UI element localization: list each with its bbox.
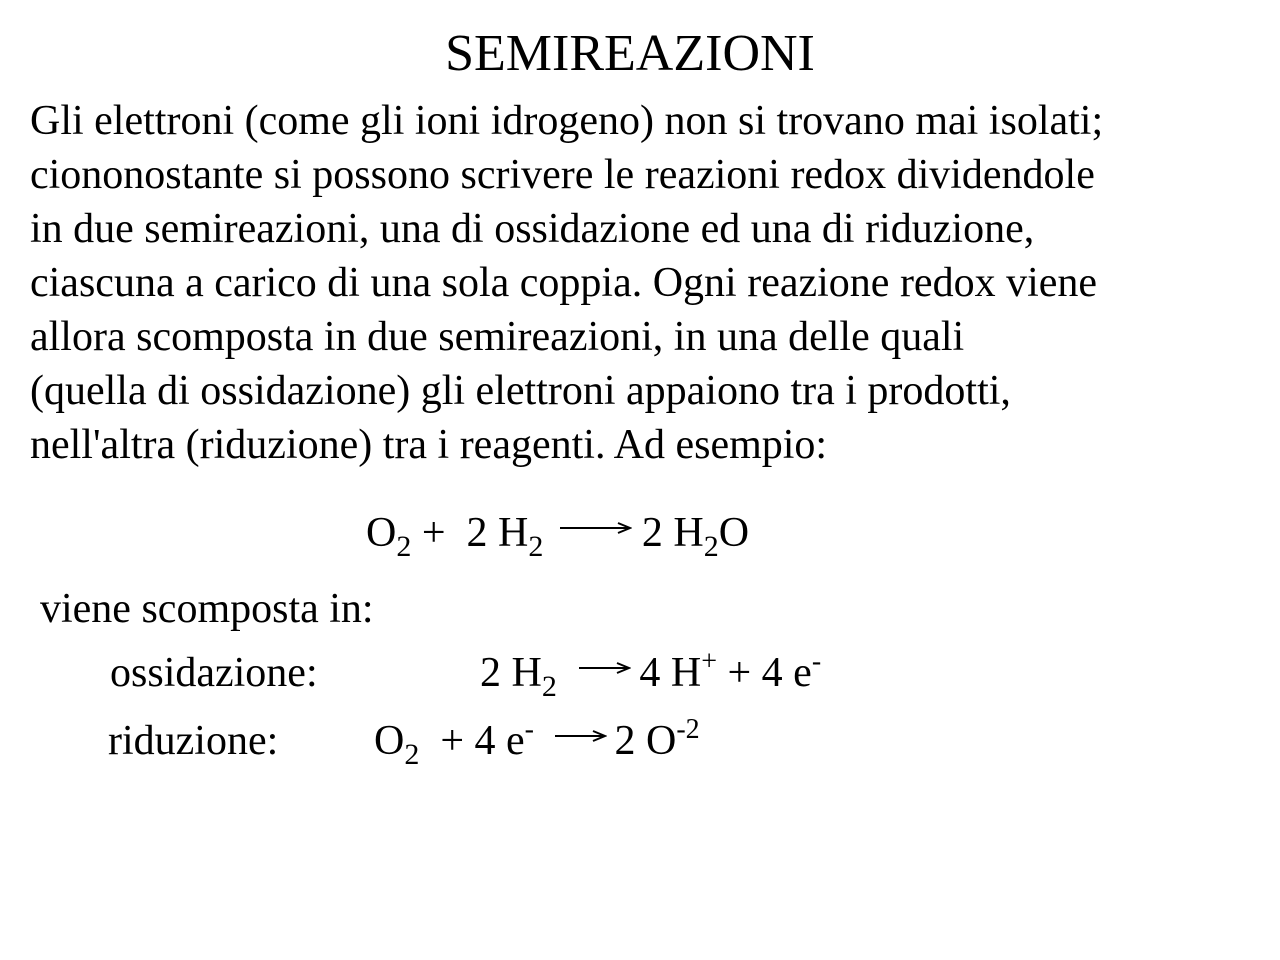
oxygen-subscript: 2 bbox=[396, 530, 412, 563]
reduction-electrons: + 4 e bbox=[419, 718, 525, 764]
water-subscript: 2 bbox=[703, 530, 719, 563]
reduction-label: riduzione: bbox=[108, 718, 279, 764]
water-coefficient: 2 H bbox=[641, 510, 704, 556]
reduction-product-superscript: -2 bbox=[676, 714, 700, 745]
decomposition-intro: viene scomposta in: bbox=[40, 586, 374, 632]
reaction-arrow-icon bbox=[579, 637, 631, 687]
oxidation-reactant: 2 H bbox=[480, 650, 542, 696]
oxidation-product-superscript: + bbox=[701, 646, 717, 677]
oxidation-electrons: + 4 e bbox=[716, 650, 812, 696]
main-equation bbox=[366, 508, 749, 562]
hydrogen-subscript: 2 bbox=[528, 530, 544, 563]
water-oxygen: O bbox=[718, 510, 750, 556]
oxidation-reactant-subscript: 2 bbox=[541, 670, 557, 703]
intro-paragraph bbox=[30, 94, 1265, 472]
paragraph-line: ciascuna a carico di una sola coppia. Ogni reazione redox viene bbox=[30, 260, 1098, 306]
paragraph-line: (quella di ossidazione) gli elettroni appaiono tra i prodotti, bbox=[30, 368, 1011, 414]
hydrogen-term: + 2 H bbox=[411, 510, 529, 556]
reduction-equation bbox=[374, 716, 700, 771]
paragraph-line: Gli elettroni (come gli ioni idrogeno) non si trovano mai isolati; bbox=[30, 98, 1104, 144]
oxidation-label: ossidazione: bbox=[110, 650, 318, 696]
oxidation-equation bbox=[480, 648, 821, 703]
paragraph-line: in due semireazioni, una di ossidazione ed una di riduzione, bbox=[30, 206, 1035, 252]
oxidation-product: 4 H bbox=[639, 650, 702, 696]
reaction-arrow-icon bbox=[560, 497, 632, 547]
paragraph-line: allora scomposta in due semireazioni, in una delle quali bbox=[30, 314, 965, 360]
reaction-arrow-icon bbox=[555, 705, 607, 755]
reduction-electron-charge: - bbox=[524, 714, 534, 745]
reduction-reactant: O bbox=[374, 718, 405, 764]
paragraph-line: nell'altra (riduzione) tra i reagenti. Ad esempio: bbox=[30, 422, 828, 468]
reduction-product: 2 O bbox=[614, 718, 677, 764]
oxidation-electron-charge: - bbox=[811, 646, 822, 677]
oxygen-symbol: O bbox=[366, 510, 397, 556]
reduction-reactant-subscript: 2 bbox=[404, 738, 420, 771]
page-title: SEMIREAZIONI bbox=[445, 25, 815, 82]
paragraph-line: ciononostante si possono scrivere le reazioni redox dividendole bbox=[30, 152, 1095, 198]
